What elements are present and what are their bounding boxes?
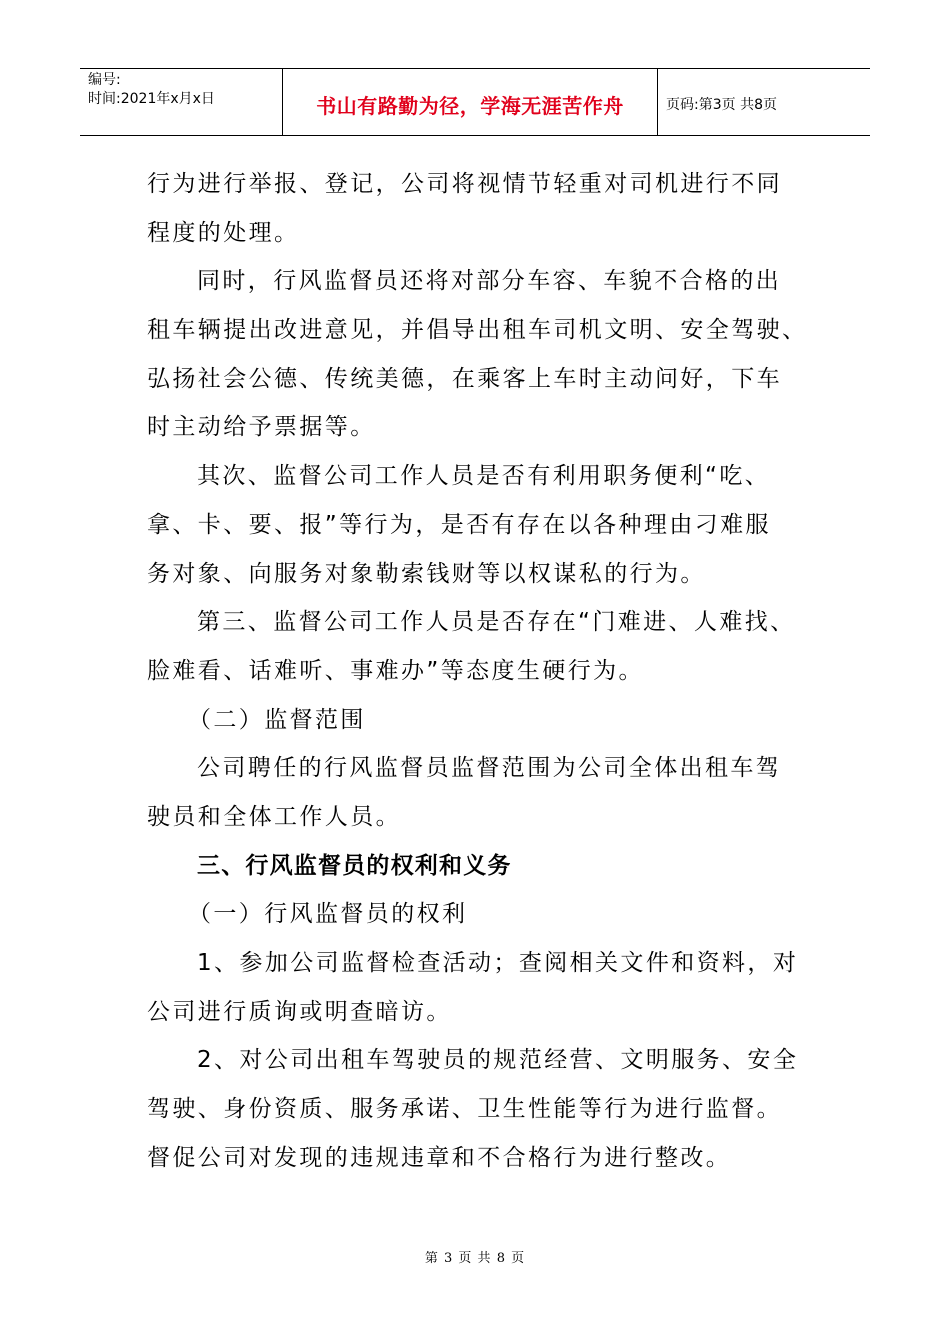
body-line: 公司聘任的行风监督员监督范围为公司全体出租车驾 <box>197 755 782 782</box>
body-line: 第三、监督公司工作人员是否存在“门难进、人难找、 <box>197 609 796 636</box>
body-line: 其次、监督公司工作人员是否有利用职务便利“吃、 <box>197 463 771 490</box>
header-page-cell <box>658 69 870 135</box>
section-subheading: （二）监督范围 <box>188 706 366 733</box>
body-line: 脸难看、话难听、事难办”等态度生硬行为。 <box>147 657 644 684</box>
header-meta-cell <box>80 69 283 135</box>
body-line: 时主动给予票据等。 <box>147 414 376 441</box>
body-line: 行为进行举报、登记，公司将视情节轻重对司机进行不同 <box>147 171 782 197</box>
body-line: 租车辆提出改进意见，并倡导出租车司机文明、安全驾驶、 <box>147 317 808 344</box>
document-time-label: 时间:2021年x月x日 <box>88 91 215 107</box>
body-line: 1、参加公司监督检查活动；查阅相关文件和资料，对 <box>197 950 799 976</box>
body-line: 弘扬社会公德、传统美德，在乘客上车时主动问好，下车 <box>147 365 782 392</box>
body-line: 同时，行风监督员还将对部分车容、车貌不合格的出 <box>197 268 782 295</box>
page-footer <box>0 1247 950 1266</box>
body-line: 公司进行质询或明查暗访。 <box>147 998 452 1025</box>
page-header <box>80 68 870 136</box>
body-line: 驶员和全体工作人员。 <box>147 803 401 830</box>
body-line: 务对象、向服务对象勒索钱财等以权谋私的行为。 <box>147 560 706 587</box>
body-line: 程度的处理。 <box>147 219 300 246</box>
body-line: 督促公司对发现的违规违章和不合格行为进行整改。 <box>147 1144 732 1171</box>
section-subheading: （一）行风监督员的权利 <box>188 901 468 928</box>
section-heading: 三、行风监督员的权利和义务 <box>197 852 512 879</box>
document-number-label: 编号: <box>88 72 121 88</box>
body-line: 驾驶、身份资质、服务承诺、卫生性能等行为进行监督。 <box>147 1096 782 1123</box>
header-motto: 书山有路勤为径，学海无涯苦作舟 <box>316 93 624 118</box>
header-page-info: 页码:第3页 共8页 <box>666 97 777 113</box>
body-line: 2、对公司出租车驾驶员的规范经营、文明服务、安全 <box>197 1047 799 1074</box>
body-line: 拿、卡、要、报”等行为，是否有存在以各种理由刁难服 <box>147 511 771 538</box>
header-motto-cell <box>283 69 658 135</box>
document-body <box>147 160 807 1182</box>
footer-page-number: 第 3 页 共 8 页 <box>424 1251 526 1266</box>
